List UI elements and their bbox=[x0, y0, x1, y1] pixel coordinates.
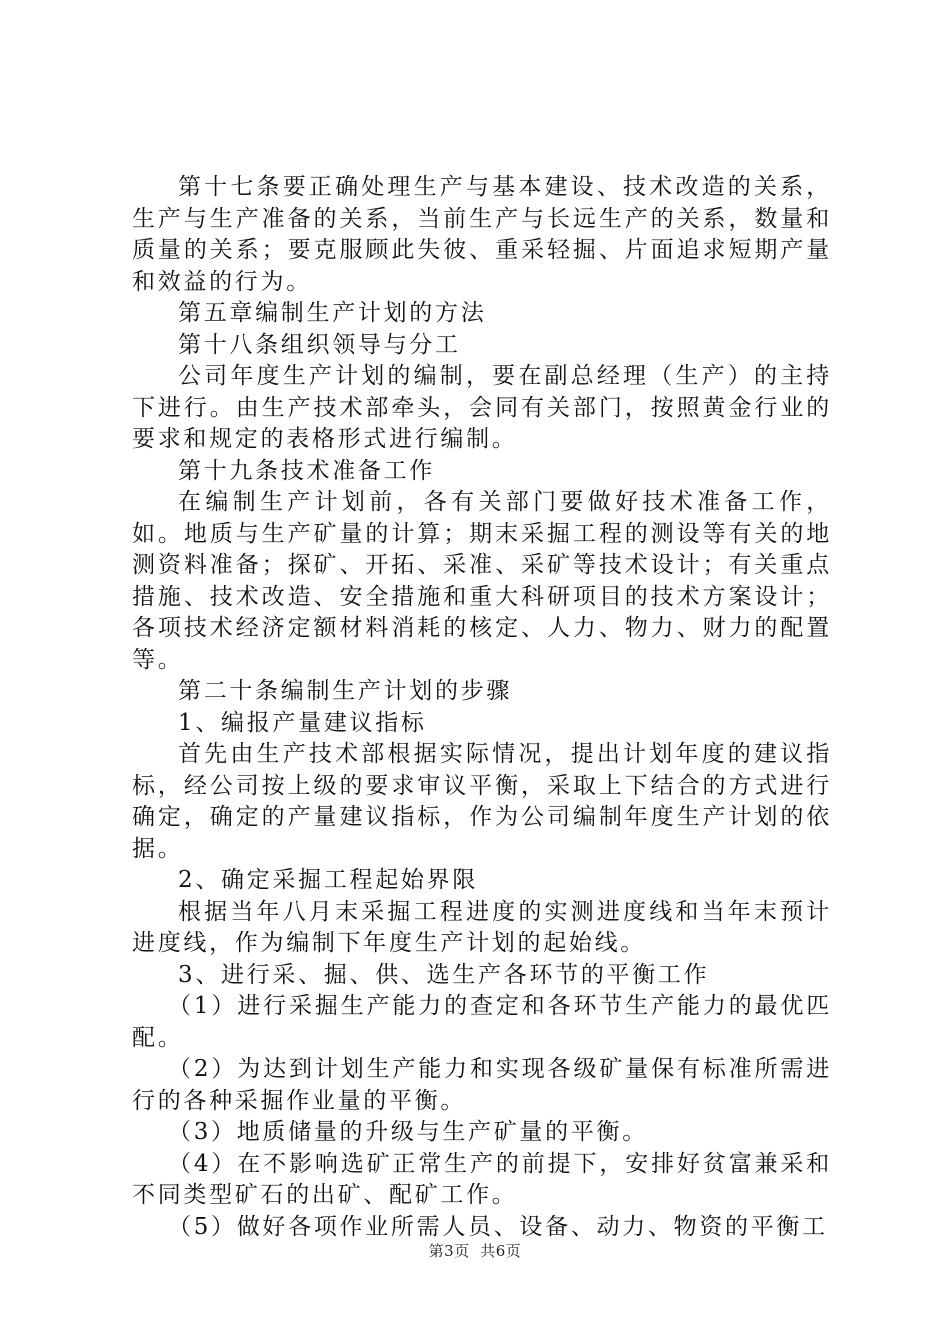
document-body bbox=[132, 172, 832, 1243]
chapter-5-heading: 第五章编制生产计划的方法 bbox=[178, 300, 487, 326]
step-3-item-4: （4）在不影响选矿正常生产的前提下，安排好贫富兼采和不同类型矿石的出矿、配矿工作。 bbox=[132, 1150, 832, 1208]
article-18-heading: 第十八条组织领导与分工 bbox=[178, 331, 461, 358]
article-18-paragraph: 公司年度生产计划的编制，要在副总经理（生产）的主持下进行。由生产技术部牵头，会同有关部门，按照黄金行业的要求和规定的表格形式进行编制。 bbox=[132, 363, 832, 452]
step-3-item-3: （3）地质储量的升级与生产矿量的平衡。 bbox=[168, 1119, 648, 1145]
article-17-paragraph: 第十七条要正确处理生产与基本建设、技术改造的关系，生产与生产准备的关系，当前生产与长远生产的关系，数量和质量的关系；要克服顾此失彼、重采轻掘、片面追求短期产量和效益的行为。 bbox=[132, 174, 832, 295]
article-19-heading: 第十九条技术准备工作 bbox=[178, 457, 435, 484]
step-3-item-1: （1）进行采掘生产能力的查定和各环节生产能力的最优匹配。 bbox=[132, 993, 832, 1051]
step-1-heading: 1、编报产量建议指标 bbox=[178, 709, 427, 736]
article-20-heading: 第二十条编制生产计划的步骤 bbox=[178, 678, 513, 704]
step-2-heading: 2、确定采掘工程起始界限 bbox=[178, 867, 479, 893]
step-3-item-5: （5）做好各项作业所需人员、设备、动力、物资的平衡工 bbox=[168, 1213, 828, 1240]
step-3-heading: 3、进行采、掘、供、选生产各环节的平衡工作 bbox=[178, 961, 710, 988]
step-3-item-2: （2）为达到计划生产能力和实现各级矿量保有标准所需进行的各种采掘作业量的平衡。 bbox=[132, 1056, 832, 1114]
step-1-paragraph: 首先由生产技术部根据实际情况，提出计划年度的建议指标，经公司按上级的要求审议平衡，采取上下结合的方式进行确定，确定的产量建议指标，作为公司编制年度生产计划的依据。 bbox=[132, 741, 832, 862]
page-number: 第3页 bbox=[428, 1242, 470, 1260]
article-19-paragraph: 在编制生产计划前，各有关部门要做好技术准备工作，如。地质与生产矿量的计算；期末采掘工程的测设等有关的地测资料准备；探矿、开拓、采准、采矿等技术设计；有关重点措施、技术改造、安全措施和重大科研项目的技术方案设计；各项技术经济定额材料消耗的核定、人力、物力、财力的配置等。 bbox=[132, 489, 832, 673]
page-total: 共6页 bbox=[480, 1242, 522, 1260]
step-2-paragraph: 根据当年八月末采掘工程进度的实测进度线和当年末预计进度线，作为编制下年度生产计划的起始线。 bbox=[132, 898, 832, 956]
page-footer bbox=[0, 1240, 950, 1261]
